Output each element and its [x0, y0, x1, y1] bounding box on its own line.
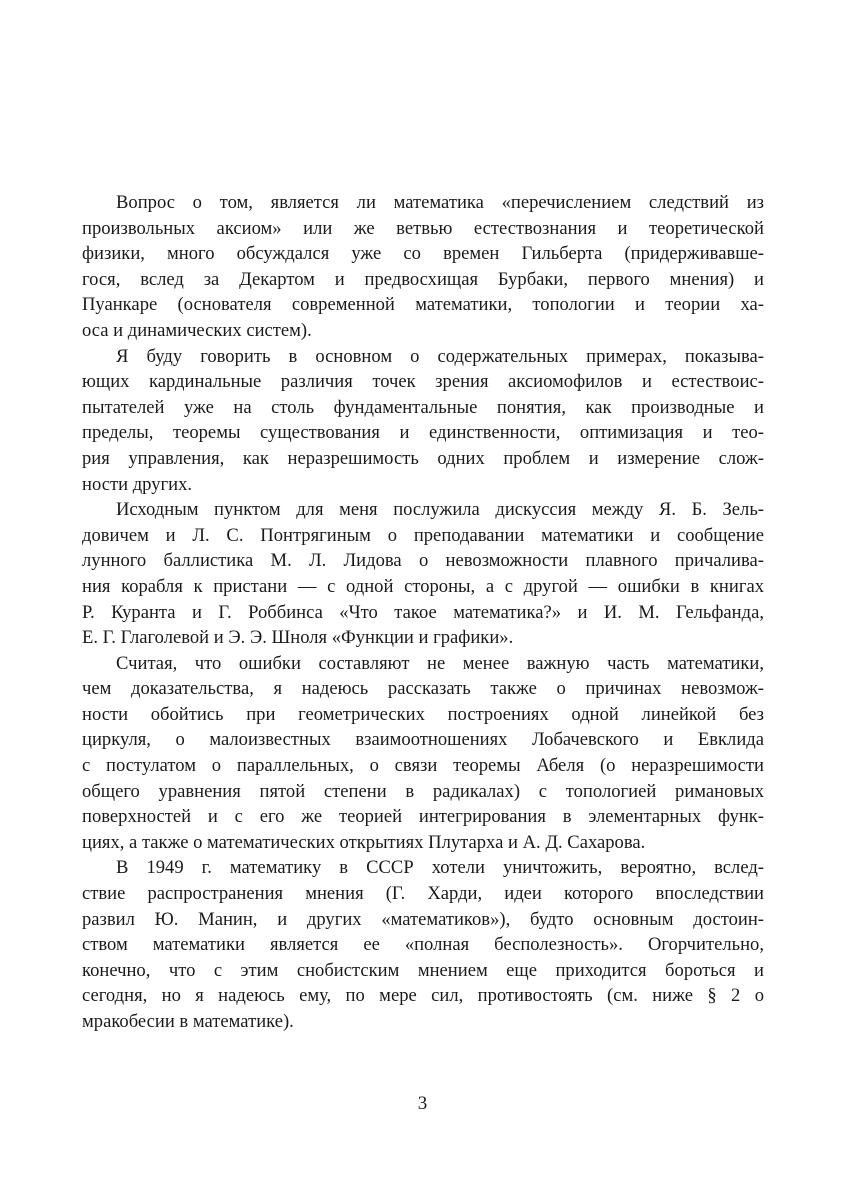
page-number: 3 — [417, 1093, 428, 1114]
main-text — [82, 190, 764, 1035]
text-line: циркуля, о малоизвестных взаимоотношениях Лобачевского и Евклида — [82, 729, 764, 751]
text-line: развил Ю. Манин, и других «математиков»), будто основным достоин- — [82, 908, 764, 930]
page-body — [82, 190, 764, 1150]
text-line: Р. Куранта и Г. Роббинса «Что такое математика?» и И. М. Гельфанда, — [82, 601, 764, 623]
text-line: лунного баллистика М. Л. Лидова о невозможности плавного причалива- — [82, 550, 764, 572]
text-line: Е. Г. Глаголевой и Э. Э. Шноля «Функции и графики». — [82, 627, 514, 649]
text-line: пытателей уже на столь фундаментальные понятия, как производные и — [82, 396, 764, 418]
text-line: гося, вслед за Декартом и предвосхищая Бурбаки, первого мнения) и — [82, 268, 764, 290]
text-line: физики, много обсуждался уже со времен Гильберта (придерживавше- — [82, 243, 764, 265]
text-line: оса и динамических систем). — [82, 319, 312, 341]
text-line: ющих кардинальные различия точек зрения аксиомофилов и естествоис- — [82, 371, 764, 393]
paragraph-5 — [82, 855, 764, 1034]
text-line: Вопрос о том, является ли математика «перечислением следствий из — [116, 192, 764, 213]
text-line: Считая, что ошибки составляют не менее важную часть математики, — [116, 652, 764, 674]
text-line: мракобесии в математике). — [82, 1011, 294, 1032]
text-line: конечно, что с этим снобистским мнением еще приходится бороться и — [82, 959, 764, 981]
text-line: Исходным пунктом для меня послужила дискуссия между Я. Б. Зель- — [116, 499, 764, 521]
text-line: В 1949 г. математику в СССР хотели уничтожить, вероятно, вслед- — [116, 857, 764, 879]
text-line: рия управления, как неразрешимость одних проблем и измерение слож- — [82, 447, 764, 469]
text-line: общего уравнения пятой степени в радикалах) с топологией римановых — [82, 780, 764, 802]
paragraph-4 — [82, 651, 764, 856]
text-line: произвольных аксиом» или же ветвью естествознания и теоретической — [82, 217, 764, 239]
text-line: циях, а также о математических открытиях Плутарха и А. Д. Сахарова. — [82, 831, 646, 853]
text-line: поверхностей и с его же теорией интегрирования в элементарных функ- — [82, 806, 764, 828]
text-line: пределы, теоремы существования и единственности, оптимизация и тео- — [82, 422, 764, 444]
text-line: ния корабля к пристани — с одной стороны, а с другой — ошибки в книгах — [82, 575, 764, 597]
text-line: Я буду говорить в основном о содержательных примерах, показыва- — [116, 345, 764, 367]
text-line: Пуанкаре (основателя современной математики, топологии и теории ха- — [82, 294, 764, 316]
text-line: ности других. — [82, 473, 193, 495]
paragraph-2 — [82, 344, 764, 498]
paragraph-1 — [82, 190, 764, 344]
text-line: с постулатом о параллельных, о связи теоремы Абеля (о неразрешимости — [82, 755, 764, 777]
text-line: сегодня, но я надеюсь ему, по мере сил, противостоять (см. ниже § 2 о — [82, 985, 764, 1007]
paragraph-3 — [82, 497, 764, 651]
text-line: чем доказательства, я надеюсь рассказать также о причинах невозмож- — [82, 678, 764, 700]
text-line: ствие распространения мнения (Г. Харди, идеи которого впоследствии — [82, 883, 764, 905]
text-line: ности обойтись при геометрических построениях одной линейкой без — [82, 703, 764, 725]
text-line: довичем и Л. С. Понтрягиным о преподавании математики и сообщение — [82, 524, 764, 546]
text-line: ством математики является ее «полная бесполезность». Огорчительно, — [82, 934, 764, 956]
